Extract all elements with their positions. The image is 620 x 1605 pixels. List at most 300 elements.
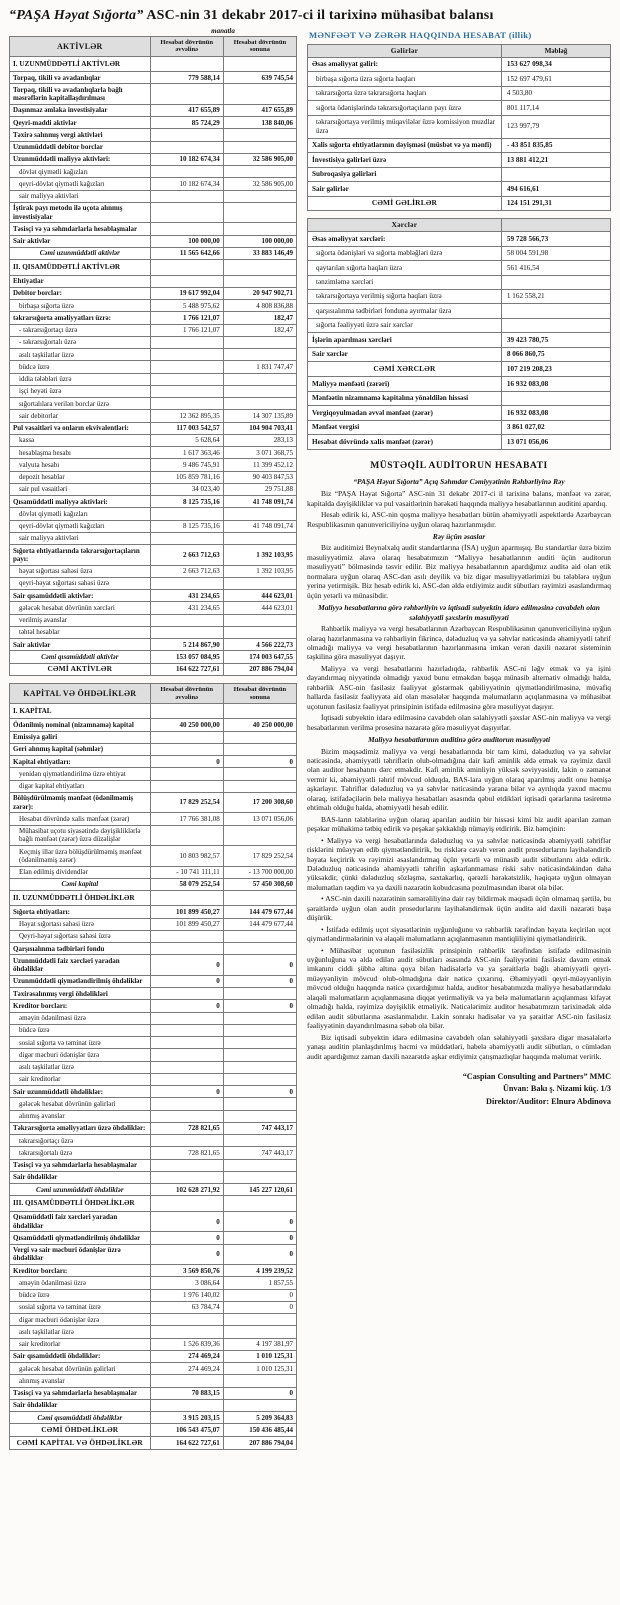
value-period-end xyxy=(223,825,296,846)
table-row xyxy=(308,275,611,289)
row-label: Təxirəsalınmış vergi öhdəlikləri xyxy=(10,988,151,1000)
table-row xyxy=(10,72,297,84)
table-row xyxy=(10,385,297,397)
row-label: sosial sığorta və təminat üzrə xyxy=(10,1301,151,1313)
value-period-start: 2 663 712,63 xyxy=(150,565,223,577)
value-period-end xyxy=(223,626,296,638)
row-label: Qısamüddətli qiymətləndirilmiş öhdəliklər xyxy=(10,1232,151,1244)
table-row xyxy=(10,1387,297,1399)
row-label: təkrarsığortalı üzrə xyxy=(10,1147,151,1159)
row-label: Əsas əməliyyat gəliri: xyxy=(308,57,502,71)
value-period-start: 117 003 542,57 xyxy=(150,422,223,434)
value-period-end: 417 655,89 xyxy=(223,104,296,116)
row-label: təkrarsığortaçı üzrə xyxy=(10,1135,151,1147)
row-label: Qarşısıalınma tədbirləri fondu xyxy=(10,943,151,955)
value-period-start xyxy=(150,190,223,202)
row-label: Emissiya gəliri xyxy=(10,731,151,743)
value-period-start xyxy=(150,1135,223,1147)
table-row xyxy=(10,1301,297,1313)
value-period-start xyxy=(150,508,223,520)
row-label: Cəmi qısamüddətli öhdəliklər xyxy=(10,1412,151,1424)
table-row xyxy=(308,362,611,377)
value-period-end: 444 623,01 xyxy=(223,590,296,602)
column-header: Hesabat dövrünün sonuna xyxy=(223,37,296,57)
value-period-start: - 10 741 111,11 xyxy=(150,866,223,878)
table-row xyxy=(10,1363,297,1375)
table-row xyxy=(10,1211,297,1232)
table-row xyxy=(10,756,297,768)
value-period-start: 105 859 781,16 xyxy=(150,471,223,483)
row-label: Qısamüddətli faiz xərcləri yaradan öhdəliklər xyxy=(10,1211,151,1232)
table-row xyxy=(10,447,297,459)
report-paragraph: • İstifadə edilmiş uçot siyasətlərinin uyğunluğunu və rəhbərlik tərəfindən həyata keçirilən uçot qiymətləndirmələrinin və əlaqəli məlumatların açıqlanmasının məntiqliliyini qiymətləndiririk. xyxy=(307,924,611,944)
table-row xyxy=(10,1012,297,1024)
value-period-start xyxy=(150,731,223,743)
value-period-end xyxy=(223,260,296,275)
column-header: Hesabat dövrünün əvvəlinə xyxy=(150,37,223,57)
value-period-end: 747 443,17 xyxy=(223,1147,296,1159)
table-row xyxy=(10,483,297,495)
value-period-start: 0 xyxy=(150,1211,223,1232)
row-label: Geri alınmış kapital (səhmlər) xyxy=(10,743,151,755)
table-row xyxy=(10,1110,297,1122)
value-period-start xyxy=(150,703,223,718)
value-period-end xyxy=(223,577,296,589)
table-row xyxy=(10,178,297,190)
table-row xyxy=(10,247,297,259)
row-label: Cəmi uzunmüddətli öhdəliklər xyxy=(10,1184,151,1196)
row-label: təkrarsığorta əməliyyatları üzrə: xyxy=(10,312,151,324)
table-row xyxy=(10,731,297,743)
value-period-start: 274 469,24 xyxy=(150,1363,223,1375)
row-amount xyxy=(501,318,610,332)
table-row xyxy=(10,1061,297,1073)
value-period-start xyxy=(150,141,223,153)
expense-table xyxy=(307,218,611,449)
row-label: valyuta hesabı xyxy=(10,459,151,471)
value-period-start: 1 766 121,07 xyxy=(150,324,223,336)
value-period-end: 41 748 091,74 xyxy=(223,496,296,508)
row-label: sığorta ödənişlərində təkrarsığortaçıların payı üzrə xyxy=(308,101,502,115)
value-period-end: 283,13 xyxy=(223,434,296,446)
row-label: sığorta fəaliyyəti üzrə sair xərclər xyxy=(308,318,502,332)
table-row xyxy=(308,196,611,211)
value-period-start xyxy=(150,202,223,223)
table-row xyxy=(10,508,297,520)
value-period-start: 2 663 712,63 xyxy=(150,545,223,566)
row-label: - təkrarsığortaçı üzrə xyxy=(10,324,151,336)
value-period-start: 0 xyxy=(150,1244,223,1265)
value-period-end xyxy=(223,166,296,178)
report-paragraph: • Mühasibat uçotunun fasiləsizlik prinsipinin rəhbərlik tərəfindən istifadə edilməsinin uyğunluğuna və əldə edilən audit sübutları əsasında ASC-nin fəaliyyətini fasiləsiz davam etmək imkanını ciddi şübhə altına qoya bilən hadisələrlə və ya şəraitlərlə bağlı əhəmiyyətli qeyri-müəyyənliyin mövcud olub-olmadığına dair nəticə çıxarırıq. Əhəmiyyətli qeyri-müəyyənliyin mövcud olduğu haqqında nəticə çıxardığımız halda, auditor hesabatımızda maliyyə hesabatlarındakı əlaqəli məlumatların açıqlanmasına diqqət yetirməliyik və ya belə məlumatların açıqlanması kifayət olmadığı halda, rəyimizə dəyişiklik etməliyik. Nəticələrimiz auditor hesabatımızın tarixinədək əldə edilən audit sübutlarına əsaslanmalıdır. Lakin sonrakı hadisələr və ya şəraitlər ASC-nin fasiləsiz fəaliyyətinin dayandırılmasına səbəb ola bilər. xyxy=(307,945,611,1031)
row-label: Pul vəsaitləri və onların ekvivalentləri: xyxy=(10,422,151,434)
value-period-end: 4 566 222,73 xyxy=(223,639,296,651)
row-label: Sair aktivlər xyxy=(10,235,151,247)
value-period-end: 57 450 308,60 xyxy=(223,878,296,890)
row-amount xyxy=(501,391,610,405)
table-row xyxy=(10,84,297,105)
value-period-start: 11 565 642,66 xyxy=(150,247,223,259)
row-label: Xalis sığorta ehtiyatlarının dəyişməsi (müsbət və ya mənfi) xyxy=(308,138,502,152)
value-period-start xyxy=(150,1159,223,1171)
row-label: Debitor borclar: xyxy=(10,287,151,299)
row-label: təkrarsığortaya verilmiş sığorta haqları üzrə xyxy=(308,289,502,303)
table-row xyxy=(10,577,297,589)
row-label: əməyin ödənilməsi üzrə xyxy=(10,1277,151,1289)
row-amount: 801 117,14 xyxy=(501,101,610,115)
row-amount: 8 066 860,75 xyxy=(501,347,610,361)
row-label: Vergiqoyulmadan əvvəl mənfəət (zərər) xyxy=(308,406,502,420)
table-row xyxy=(10,223,297,235)
value-period-start: 779 588,14 xyxy=(150,72,223,84)
table-row xyxy=(10,1399,297,1411)
table-row xyxy=(10,361,297,373)
table-row xyxy=(10,626,297,638)
row-label: alınmış avanslar xyxy=(10,1375,151,1387)
row-amount: 58 004 591,98 xyxy=(501,246,610,260)
row-label: Sair aktivlər xyxy=(10,639,151,651)
value-period-end: 40 250 000,00 xyxy=(223,719,296,731)
value-period-start: 10 182 674,34 xyxy=(150,178,223,190)
row-label: Həyat sığortası sahəsi üzrə xyxy=(10,918,151,930)
title-rest: ASC-nin 31 dekabr 2017-ci il tarixinə mühasibat balansı xyxy=(143,8,494,23)
row-label: təkrarsığortaya verilmiş müqavilələr üzrə komissiyon muzdlar üzrə xyxy=(308,115,502,138)
value-period-end xyxy=(223,1061,296,1073)
row-label: qeyri-dövlət qiymətli kağızları xyxy=(10,178,151,190)
table-row xyxy=(10,422,297,434)
value-period-start: 5 488 975,62 xyxy=(150,300,223,312)
table-row xyxy=(10,349,297,361)
value-period-end xyxy=(223,1098,296,1110)
value-period-end xyxy=(223,891,296,906)
section-row xyxy=(10,1196,297,1211)
row-label: birbaşa sığorta üzrə sığorta haqları xyxy=(308,72,502,86)
value-period-end: 747 443,17 xyxy=(223,1122,296,1134)
value-period-start xyxy=(150,385,223,397)
row-label: Elan edilmiş dividendlər xyxy=(10,866,151,878)
value-period-start: 0 xyxy=(150,1000,223,1012)
row-label: CƏMİ GƏLİRLƏR xyxy=(308,196,502,211)
value-period-end: 4 199 239,52 xyxy=(223,1265,296,1277)
value-period-end xyxy=(223,190,296,202)
value-period-end: 182,47 xyxy=(223,324,296,336)
income-table xyxy=(307,44,611,211)
row-label: dövlət qiymətli kağızları xyxy=(10,166,151,178)
row-label: büdcə üzrə xyxy=(10,361,151,373)
report-addressee: “PAŞA Həyat Sığorta” Açıq Səhmdar Cəmiyyətinin Rəhbərliyinə Rəy xyxy=(353,476,565,486)
value-period-start: 17 829 252,54 xyxy=(150,792,223,813)
table-row xyxy=(10,1375,297,1387)
section-row xyxy=(10,703,297,718)
row-label: I. KAPİTAL xyxy=(10,703,151,718)
row-label: İşlərin aparılması xərcləri xyxy=(308,333,502,347)
value-period-start xyxy=(150,930,223,942)
value-period-start xyxy=(150,129,223,141)
table-row xyxy=(10,1350,297,1362)
value-period-start: 0 xyxy=(150,756,223,768)
value-period-start xyxy=(150,1399,223,1411)
value-period-end: 1 392 103,95 xyxy=(223,565,296,577)
value-period-start xyxy=(150,780,223,792)
table-row xyxy=(10,336,297,348)
value-period-end: 4 808 836,88 xyxy=(223,300,296,312)
value-period-start: 100 000,00 xyxy=(150,235,223,247)
report-paragraph: Biz “PAŞA Həyat Sığorta” ASC-nin 31 dekabr 2017-ci il tarixinə balans, mənfəət və zərər, kapitalda dəyişikliklər və pul vəsaitlərinin hərəkəti haqqında maliyyə hesabatlarının auditini apardıq. xyxy=(307,489,611,508)
row-label: Torpaq, tikili və avadanlıqlar xyxy=(10,72,151,84)
value-period-end xyxy=(223,1037,296,1049)
value-period-start: 101 899 450,27 xyxy=(150,906,223,918)
row-label: sair maliyyə aktivləri xyxy=(10,190,151,202)
table-row xyxy=(10,373,297,385)
value-period-end: 0 xyxy=(223,955,296,976)
column-header: Məbləğ xyxy=(501,45,610,58)
value-period-start: 5 214 867,90 xyxy=(150,639,223,651)
assets-table-host xyxy=(9,36,297,676)
table-row xyxy=(308,167,611,181)
value-period-end: 0 xyxy=(223,1387,296,1399)
row-amount: 13 071 056,06 xyxy=(501,435,610,449)
report-paragraph: • ASC-nin daxili nəzarətinin səmərəliliyinə dair rəy bildirmək məqsədi üçün olmamaq şərtilə, bu şəraitlərdə uyğun olan audit prosedurlarını layihələndirmək üçün auditə aid daxili nəzarəti başa düşürük. xyxy=(307,894,611,923)
value-period-end: 0 xyxy=(223,1000,296,1012)
table-header-row xyxy=(10,684,297,704)
table-row xyxy=(10,955,297,976)
value-period-end: 207 886 794,04 xyxy=(223,1437,296,1450)
table-row xyxy=(10,300,297,312)
table-row xyxy=(10,780,297,792)
value-period-start: 3 915 203,15 xyxy=(150,1412,223,1424)
value-period-start xyxy=(150,768,223,780)
value-period-end: - 13 700 000,00 xyxy=(223,866,296,878)
table-row xyxy=(10,651,297,663)
value-period-end xyxy=(223,129,296,141)
table-row xyxy=(10,1171,297,1183)
value-period-end: 104 904 703,41 xyxy=(223,422,296,434)
value-period-start xyxy=(150,361,223,373)
row-label: verilmiş avanslar xyxy=(10,614,151,626)
row-label: Uzunmüddətli faiz xərcləri yaradan öhdəliklər xyxy=(10,955,151,976)
table-row xyxy=(10,1265,297,1277)
value-period-start: 8 125 735,16 xyxy=(150,496,223,508)
auditor-report xyxy=(307,460,611,1061)
value-period-end: 5 209 364,83 xyxy=(223,1412,296,1424)
row-label: Kapital ehtiyatları: xyxy=(10,756,151,768)
table-row xyxy=(10,104,297,116)
value-period-start: 1 976 140,02 xyxy=(150,1289,223,1301)
value-period-start: 9 486 745,91 xyxy=(150,459,223,471)
table-row xyxy=(10,1049,297,1061)
row-label: asılı təşkilatlar üzrə xyxy=(10,1061,151,1073)
pl-income-table-host xyxy=(307,44,611,211)
table-row xyxy=(308,391,611,405)
assets-table xyxy=(9,36,297,676)
value-period-start: 5 628,64 xyxy=(150,434,223,446)
row-label: Keçmiş illər üzrə bölüşdürülməmiş mənfəət (ödənilməmiş zərər) xyxy=(10,846,151,867)
table-row xyxy=(10,1159,297,1171)
auditor-report-body xyxy=(307,477,611,1061)
table-gap xyxy=(307,211,611,218)
table-header-row xyxy=(308,219,611,232)
value-period-start xyxy=(150,56,223,71)
value-period-start: 17 766 381,08 xyxy=(150,813,223,825)
value-period-end: 0 xyxy=(223,1211,296,1232)
value-period-end xyxy=(223,1314,296,1326)
value-period-start xyxy=(150,349,223,361)
value-period-start: 12 362 895,35 xyxy=(150,410,223,422)
value-period-start xyxy=(150,1049,223,1061)
value-period-start: 728 821,65 xyxy=(150,1147,223,1159)
row-label: Cəmi uzunmüddətli aktivlər xyxy=(10,247,151,259)
row-label: qaytarılan sığorta haqları üzrə xyxy=(308,261,502,275)
row-label: büdcə üzrə xyxy=(10,1289,151,1301)
value-period-start: 0 xyxy=(150,955,223,976)
value-period-start: 3 086,64 xyxy=(150,1277,223,1289)
row-label: Kreditor borcları: xyxy=(10,1265,151,1277)
value-period-end: 174 003 647,55 xyxy=(223,651,296,663)
table-row xyxy=(10,590,297,602)
table-row xyxy=(308,182,611,196)
row-amount: - 43 851 835,85 xyxy=(501,138,610,152)
row-label: Təsisçi və ya səhmdarlarla hesablaşmalar xyxy=(10,1159,151,1171)
table-row xyxy=(308,406,611,420)
table-row xyxy=(308,115,611,138)
table-row xyxy=(10,190,297,202)
value-period-end xyxy=(223,223,296,235)
value-period-start xyxy=(150,577,223,589)
value-period-end xyxy=(223,1024,296,1036)
column-header: KAPİTAL VƏ ÖHDƏLİKLƏR xyxy=(10,684,151,704)
table-row xyxy=(10,906,297,918)
table-row xyxy=(308,435,611,449)
value-period-end: 32 586 905,00 xyxy=(223,153,296,165)
report-paragraph: BAS-ların tələblərinə uyğun olaraq aparılan auditin bir hissəsi kimi biz audit aparılan zaman peşəkar mühakimə tətbiq edirik və peşəkar şəkkaklığı nümayiş etdiririk. Biz həmçinin: xyxy=(307,814,611,834)
value-period-start: 58 079 252,54 xyxy=(150,878,223,890)
value-period-start: 431 234,65 xyxy=(150,590,223,602)
row-label: Cəmi qısamüddətli aktivlər xyxy=(10,651,151,663)
row-label: təkrarsığorta üzrə təkrarsığorta haqları xyxy=(308,86,502,100)
value-period-start: 10 182 674,34 xyxy=(150,153,223,165)
row-label: alınmış avanslar xyxy=(10,1110,151,1122)
value-period-start: 431 234,65 xyxy=(150,602,223,614)
table-row xyxy=(10,398,297,410)
value-period-end xyxy=(223,1171,296,1183)
table-row xyxy=(10,943,297,955)
row-label: Torpaq, tikili və avadanlıqlarla bağlı məsrəflərin kapitallaşdırılması xyxy=(10,84,151,105)
value-period-end: 0 xyxy=(223,1244,296,1265)
table-row xyxy=(10,988,297,1000)
row-amount: 16 932 083,08 xyxy=(501,406,610,420)
value-period-start xyxy=(150,1171,223,1183)
table-header-row xyxy=(10,37,297,57)
row-label: Kreditor borcları: xyxy=(10,1000,151,1012)
table-row xyxy=(10,1244,297,1265)
row-label: Sair qısamüddətli öhdəliklər: xyxy=(10,1350,151,1362)
row-label: gələcək hesabat dövrünün gəlirləri xyxy=(10,1098,151,1110)
value-period-end xyxy=(223,1326,296,1338)
table-row xyxy=(10,1024,297,1036)
table-row xyxy=(10,1326,297,1338)
row-label: qarşısıalınma tədbirləri fonduna ayırmalar üzrə xyxy=(308,304,502,318)
row-label: - təkrarsığortalı üzrə xyxy=(10,336,151,348)
value-period-start xyxy=(150,614,223,626)
value-period-start xyxy=(150,825,223,846)
value-period-end: 0 xyxy=(223,1086,296,1098)
pl-title-period: (illik) xyxy=(506,30,532,40)
value-period-start xyxy=(150,1024,223,1036)
content-columns xyxy=(9,27,611,1450)
value-period-start: 274 469,24 xyxy=(150,1350,223,1362)
row-label: asılı təşkilatlar üzrə xyxy=(10,1326,151,1338)
row-label: Mənfəət vergisi xyxy=(308,420,502,434)
value-period-end xyxy=(223,385,296,397)
row-label: qeyri-dövlət qiymətli kağızları xyxy=(10,520,151,532)
table-row xyxy=(10,520,297,532)
auditor-address: Ünvan: Bakı ş. Nizami küç. 1/3 xyxy=(502,1084,611,1094)
value-period-end: 14 307 135,89 xyxy=(223,410,296,422)
column-header: Gəlirlər xyxy=(308,45,502,58)
value-period-end xyxy=(223,1049,296,1061)
table-row xyxy=(10,1289,297,1301)
value-period-end: 33 883 146,49 xyxy=(223,247,296,259)
table-row xyxy=(10,434,297,446)
value-period-start: 164 622 727,61 xyxy=(150,663,223,676)
table-row xyxy=(10,287,297,299)
table-row xyxy=(10,275,297,287)
row-amount: 1 162 558,21 xyxy=(501,289,610,303)
value-period-start xyxy=(150,1012,223,1024)
value-period-end: 444 623,01 xyxy=(223,602,296,614)
pl-and-report-column xyxy=(307,27,611,1108)
row-label: sair pul vəsaitləri xyxy=(10,483,151,495)
table-row xyxy=(10,792,297,813)
value-period-start xyxy=(150,1314,223,1326)
row-label: kassa xyxy=(10,434,151,446)
row-label: Mənfəətin nizamnamə kapitalına yönəldilən hissəsi xyxy=(308,391,502,405)
row-label: Vergi və sair məcburi ödənişlər üzrə öhdəliklər xyxy=(10,1244,151,1265)
report-paragraph: Bizim məqsədimiz maliyyə və vergi hesabatlarında bir tam kimi, dələduzluq və ya səhvlər nəticəsində, əhəmiyyətli təhriflərin olub-olmadığına dair kafi əminlik əldə etmək və rəyimiz daxil olan auditor hesabatını dərc etməkdir. Kafi əminlik əminliyin yüksək səviyyəsidir, lakin o zəmanət vermir ki, əhəmiyyətli təhrif mövcud olduqda, BAS-lara uyğun olaraq aparılmış audit onu həmişə aşkarlayır. Təhriflər dələduzluq və ya səhvlər nəticəsində yarana bilər və ayrılıqda yaxud məcmu olaraq, istifadəçilərin belə maliyyə hesabatları əsasında qəbul etdikləri iqtisadi qərarlarına təsiretmə ehtimalı olduğu halda, əhəmiyyətli hesab edilir. xyxy=(307,746,611,813)
table-row xyxy=(10,719,297,731)
value-period-end: 4 197 381,97 xyxy=(223,1338,296,1350)
value-period-end xyxy=(223,349,296,361)
row-label: CƏMİ KAPİTAL VƏ ÖHDƏLİKLƏR xyxy=(10,1437,151,1450)
pl-expense-table-host xyxy=(307,218,611,449)
row-label: Maliyyə mənfəəti (zərəri) xyxy=(308,377,502,391)
value-period-end: 138 840,06 xyxy=(223,117,296,129)
row-amount: 107 219 208,23 xyxy=(501,362,610,377)
row-amount: 153 627 098,34 xyxy=(501,57,610,71)
value-period-start xyxy=(150,398,223,410)
row-label: Daşınmaz əmlaka investisiyalar xyxy=(10,104,151,116)
value-period-end xyxy=(223,988,296,1000)
report-paragraph: Biz auditimizi Beynəlxalq audit standartlarına (İSA) uyğun aparmışıq. Bu standartlar üzrə bizim məsuliyyətimiz əlavə olaraq hesabatımızın “Maliyyə hesabatlarının auditi üçün auditorun məsuliyyəti” bölməsində təsvir edilir. Biz maliyyə hesabatlarının apardığımız auditə aid olan etik normalara uyğun olaraq ASC-dən asılı deyilik və biz digər məsuliyyətlərimizi bu tələblərə uyğun yerinə yetirmişik. Biz hesab edirik ki, ASC-dən əldə etdiyimiz audit sübutları rəyimizi əsaslandırmaq üçün yetərli və münasibdir. xyxy=(307,543,611,600)
value-period-end: 144 479 677,44 xyxy=(223,906,296,918)
table-row xyxy=(308,232,611,246)
row-amount: 59 728 566,73 xyxy=(501,232,610,246)
value-period-end: 1 392 103,95 xyxy=(223,545,296,566)
row-amount: 561 416,54 xyxy=(501,261,610,275)
value-period-start: 19 617 992,04 xyxy=(150,287,223,299)
row-label: Uzunmüddətli debitor borclar xyxy=(10,141,151,153)
table-row xyxy=(10,545,297,566)
value-period-end xyxy=(223,1073,296,1085)
table-row xyxy=(308,304,611,318)
value-period-start xyxy=(150,336,223,348)
value-period-start: 1 526 839,36 xyxy=(150,1338,223,1350)
table-row xyxy=(10,496,297,508)
value-period-start: 34 023,40 xyxy=(150,483,223,495)
table-row xyxy=(10,1184,297,1196)
row-label: Ehtiyatlar xyxy=(10,275,151,287)
value-period-end: 29 751,88 xyxy=(223,483,296,495)
